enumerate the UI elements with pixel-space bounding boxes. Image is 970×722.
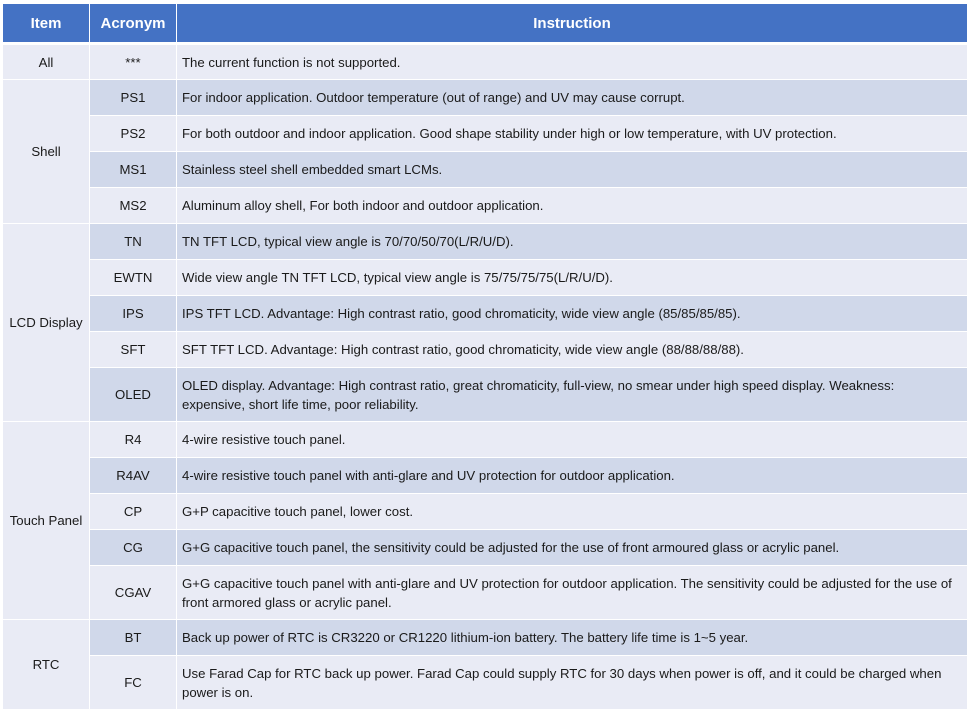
table-row (3, 368, 968, 422)
table-row (3, 260, 968, 296)
acronym-cell: SFT (90, 332, 177, 368)
instruction-cell: IPS TFT LCD. Advantage: High contrast ratio, good chromaticity, wide view angle (85/85/85/85). (177, 296, 968, 332)
acronym-cell: *** (90, 44, 177, 80)
instruction-cell: Wide view angle TN TFT LCD, typical view angle is 75/75/75/75(L/R/U/D). (177, 260, 968, 296)
item-cell-shell: Shell (3, 80, 90, 224)
table-row (3, 530, 968, 566)
table-row (3, 620, 968, 656)
instruction-cell: SFT TFT LCD. Advantage: High contrast ratio, good chromaticity, wide view angle (88/88/88/88). (177, 332, 968, 368)
table-row (3, 422, 968, 458)
item-cell-touch-panel: Touch Panel (3, 422, 90, 620)
acronym-cell: MS2 (90, 188, 177, 224)
instruction-cell: TN TFT LCD, typical view angle is 70/70/50/70(L/R/U/D). (177, 224, 968, 260)
instruction-cell: OLED display. Advantage: High contrast ratio, great chromaticity, full-view, no smear under high speed display. Weakness: expensive, short life time, poor reliability. (177, 368, 968, 422)
acronym-cell: PS1 (90, 80, 177, 116)
instruction-cell: 4-wire resistive touch panel with anti-glare and UV protection for outdoor application. (177, 458, 968, 494)
header-item: Item (3, 4, 90, 44)
acronym-cell: TN (90, 224, 177, 260)
instruction-cell: G+P capacitive touch panel, lower cost. (177, 494, 968, 530)
acronym-cell: EWTN (90, 260, 177, 296)
instruction-cell: For indoor application. Outdoor temperature (out of range) and UV may cause corrupt. (177, 80, 968, 116)
item-cell-rtc: RTC (3, 620, 90, 710)
table-row (3, 188, 968, 224)
instruction-cell: G+G capacitive touch panel with anti-glare and UV protection for outdoor application. The sensitivity could be adjusted for the use of front armored glass or acrylic panel. (177, 566, 968, 620)
instruction-cell: 4-wire resistive touch panel. (177, 422, 968, 458)
table-row (3, 152, 968, 188)
header-acronym: Acronym (90, 4, 177, 44)
table-row (3, 458, 968, 494)
instruction-cell: For both outdoor and indoor application. Good shape stability under high or low temperature, with UV protection. (177, 116, 968, 152)
acronym-cell: FC (90, 656, 177, 710)
instruction-cell: The current function is not supported. (177, 44, 968, 80)
spec-table (2, 3, 968, 710)
acronym-cell: MS1 (90, 152, 177, 188)
instruction-cell: Aluminum alloy shell, For both indoor and outdoor application. (177, 188, 968, 224)
header-row (3, 4, 968, 44)
item-cell-lcd-display: LCD Display (3, 224, 90, 422)
acronym-cell: PS2 (90, 116, 177, 152)
table-row (3, 80, 968, 116)
table-row (3, 566, 968, 620)
acronym-cell: CG (90, 530, 177, 566)
acronym-cell: CP (90, 494, 177, 530)
table-row (3, 494, 968, 530)
table-row (3, 332, 968, 368)
acronym-cell: OLED (90, 368, 177, 422)
instruction-cell: Stainless steel shell embedded smart LCMs. (177, 152, 968, 188)
table-row (3, 656, 968, 710)
item-cell-all: All (3, 44, 90, 80)
table-row (3, 296, 968, 332)
instruction-cell: Use Farad Cap for RTC back up power. Farad Cap could supply RTC for 30 days when power is off, and it could be charged when power is on. (177, 656, 968, 710)
acronym-cell: R4AV (90, 458, 177, 494)
acronym-cell: IPS (90, 296, 177, 332)
acronym-cell: BT (90, 620, 177, 656)
acronym-cell: CGAV (90, 566, 177, 620)
instruction-cell: Back up power of RTC is CR3220 or CR1220 lithium-ion battery. The battery life time is 1~5 year. (177, 620, 968, 656)
instruction-cell: G+G capacitive touch panel, the sensitivity could be adjusted for the use of front armoured glass or acrylic panel. (177, 530, 968, 566)
header-instruction: Instruction (177, 4, 968, 44)
acronym-cell: R4 (90, 422, 177, 458)
table-row (3, 116, 968, 152)
table-row (3, 44, 968, 80)
table-row (3, 224, 968, 260)
